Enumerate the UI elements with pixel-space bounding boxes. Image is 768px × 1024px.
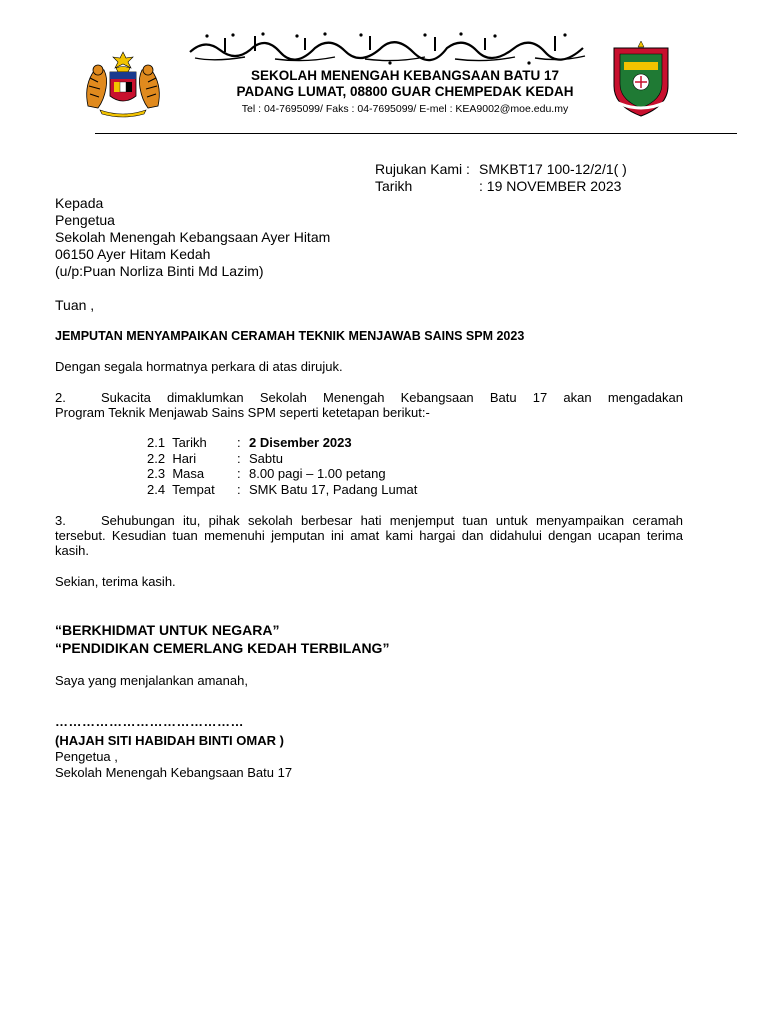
signoff-line: Saya yang menjalankan amanah, [55,673,248,688]
school-name-header: SEKOLAH MENENGAH KEBANGSAAN BATU 17 [250,68,560,83]
paragraph-2 [55,390,683,420]
jawi-school-name-calligraphy [185,30,590,66]
recipient-line: 06150 Ayer Hitam Kedah [55,246,211,262]
date-row [375,178,621,194]
reference-number-row [375,161,627,177]
detail-value: 8.00 pagi – 1.00 petang [249,466,386,481]
paragraph-3 [55,513,683,558]
date-label: Tarikh [375,178,413,194]
recipient-line: Sekolah Menengah Kebangsaan Ayer Hitam [55,229,331,245]
paragraph-text: Sukacita dimaklumkan Sekolah Menengah Kebangsaan Batu 17 akan mengadakan [101,390,683,405]
motto-line-1: “BERKHIDMAT UNTUK NEGARA” [55,622,280,638]
school-address-header: PADANG LUMAT, 08800 GUAR CHEMPEDAK KEDAH [236,84,574,99]
paragraph-text: Program Teknik Menjawab Sains SPM seperti ketetapan berikut:- [55,405,430,420]
reference-value: SMKBT17 100-12/2/1( ) [479,161,627,177]
salutation: Tuan , [55,297,95,313]
detail-row-date: 2.1 Tarikh : 2 Disember 2023 [147,435,352,450]
signatory-name: (HAJAH SITI HABIDAH BINTI OMAR ) [55,733,284,748]
paragraph-number: 3. [55,513,66,528]
reference-label: Rujukan Kami : [375,161,470,177]
signatory-school: Sekolah Menengah Kebangsaan Batu 17 [55,765,293,780]
event-details-list [147,435,417,497]
school-contact-line: Tel : 04-7695099/ Faks : 04-7695099/ E-mel : KEA9002@moe.edu.my [241,103,569,115]
detail-row-venue: 2.4 Tempat : SMK Batu 17, Padang Lumat [147,481,418,497]
detail-value: 2 Disember 2023 [249,435,352,450]
signature-line: …………………………………… [55,714,244,729]
detail-row-day: 2.2 Hari : Sabtu [147,450,283,466]
signatory-title: Pengetua , [55,749,118,764]
letter-subject: JEMPUTAN MENYAMPAIKAN CERAMAH TEKNIK MENJAWAB SAINS SPM 2023 [55,329,525,343]
intro-paragraph: Dengan segala hormatnya perkara di atas dirujuk. [55,359,343,374]
recipient-line: Kepada [55,195,104,211]
motto-line-2: “PENDIDIKAN CEMERLANG KEDAH TERBILANG” [55,640,390,656]
detail-value: Sabtu [249,450,283,466]
detail-row-time: 2.3 Masa : 8.00 pagi – 1.00 petang [147,466,386,481]
paragraph-text: Sehubungan itu, pihak sekolah berbesar hati menjemput tuan untuk menyampaikan ceramah [101,513,683,528]
closing-line: Sekian, terima kasih. [55,574,176,589]
detail-value: SMK Batu 17, Padang Lumat [249,481,418,497]
recipient-line: Pengetua [55,212,115,228]
header-divider [95,133,737,134]
date-value: : 19 NOVEMBER 2023 [479,178,622,194]
paragraph-number: 2. [55,390,66,405]
recipient-line: (u/p:Puan Norliza Binti Md Lazim) [55,263,264,279]
paragraph-text: tersebut. Kesudian tuan memenuhi jemputan ini amat kami hargai dan didahului dengan ucapan terima [55,528,683,543]
paragraph-text: kasih. [55,543,89,558]
